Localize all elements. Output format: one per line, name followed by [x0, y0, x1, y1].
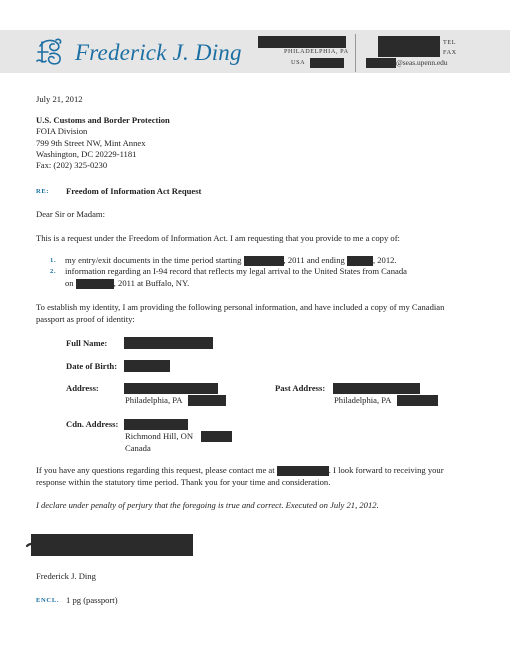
redacted-address-street	[124, 383, 218, 394]
redacted-end-date	[347, 256, 373, 266]
encl-label: ENCL.	[36, 597, 60, 604]
signature-scribble-icon	[25, 532, 195, 558]
re-label: RE:	[36, 188, 50, 195]
fax-label: FAX	[443, 49, 457, 56]
list-number: 2.	[50, 268, 57, 275]
redacted-cdn-street	[124, 419, 188, 430]
questions-text: . I look forward to receiving your	[328, 465, 444, 475]
monogram-logo-icon	[34, 36, 66, 68]
letterhead-name: Frederick J. Ding	[75, 40, 242, 65]
salutation: Dear Sir or Madam:	[36, 209, 105, 219]
list-number: 1.	[50, 257, 57, 264]
redacted-contact	[277, 466, 329, 476]
past-address-label: Past Address:	[275, 383, 326, 393]
redacted-past-zip	[397, 395, 438, 406]
redacted-dob	[124, 360, 170, 372]
recipient-line: Washington, DC 20229-1181	[36, 149, 137, 160]
intro-paragraph: This is a request under the Freedom of Information Act. I am requesting that you provide to me a copy of:	[36, 233, 400, 243]
item-text: , 2011 and ending	[283, 255, 345, 265]
redacted-email-user	[366, 58, 396, 68]
recipient-line: U.S. Customs and Border Protection	[36, 115, 170, 125]
dob-label: Date of Birth:	[66, 361, 118, 371]
redacted-full-name	[124, 337, 213, 349]
item-text: on	[65, 278, 74, 288]
header-city: PHILADELPHIA, PA	[284, 48, 349, 55]
tel-label: TEL	[443, 39, 457, 46]
list-item	[65, 255, 397, 266]
signature-name: Frederick J. Ding	[36, 571, 96, 581]
email-domain: @seas.upenn.edu	[396, 58, 448, 67]
cdn-address-label: Cdn. Address:	[66, 419, 119, 429]
redacted-tel	[378, 36, 440, 48]
cdn-country: Canada	[125, 443, 151, 453]
recipient-line: 799 9th Street NW, Mint Annex	[36, 137, 146, 148]
encl-text: 1 pg (passport)	[66, 595, 118, 605]
item-text: , 2012.	[372, 255, 397, 265]
declaration: I declare under penalty of perjury that the foregoing is true and correct. Executed on July 21, 2012.	[36, 500, 379, 510]
address-label: Address:	[66, 383, 99, 393]
letter-date: July 21, 2012	[36, 94, 83, 104]
redacted-past-street	[333, 383, 420, 394]
re-subject: Freedom of Information Act Request	[66, 186, 202, 196]
item-text: my entry/exit documents in the time period starting	[65, 255, 242, 265]
redacted-arrival-date	[76, 279, 114, 289]
past-address-city: Philadelphia, PA	[334, 395, 392, 405]
item-text: , 2011 at Buffalo, NY.	[113, 278, 190, 288]
redacted-start-date	[244, 256, 284, 266]
recipient-block	[36, 115, 170, 172]
redacted-address-zip	[188, 395, 226, 406]
identity-intro: To establish my identity, I am providing the following personal information, and have included a copy of my Canadian	[36, 302, 445, 312]
full-name-label: Full Name:	[66, 338, 108, 348]
identity-intro: passport as proof of identity:	[36, 314, 135, 324]
list-item: information regarding an I-94 record that reflects my legal arrival to the United States from Canada	[65, 266, 407, 276]
questions-paragraph: response within the statutory time period. Thank you for your time and consideration.	[36, 477, 331, 487]
questions-paragraph	[36, 465, 444, 476]
redacted-cdn-postal	[201, 431, 232, 442]
redacted-street	[258, 36, 346, 48]
cdn-city: Richmond Hill, ON	[125, 431, 194, 441]
header-divider	[355, 34, 356, 72]
questions-text: If you have any questions regarding this request, please contact me at	[36, 465, 275, 475]
recipient-line: Fax: (202) 325-0230	[36, 160, 108, 171]
redacted-fax	[378, 48, 440, 57]
list-item-continued	[65, 278, 189, 289]
address-city: Philadelphia, PA	[125, 395, 183, 405]
recipient-line: FOIA Division	[36, 126, 88, 137]
header-country: USA	[291, 59, 306, 66]
redacted-zip	[310, 58, 344, 68]
